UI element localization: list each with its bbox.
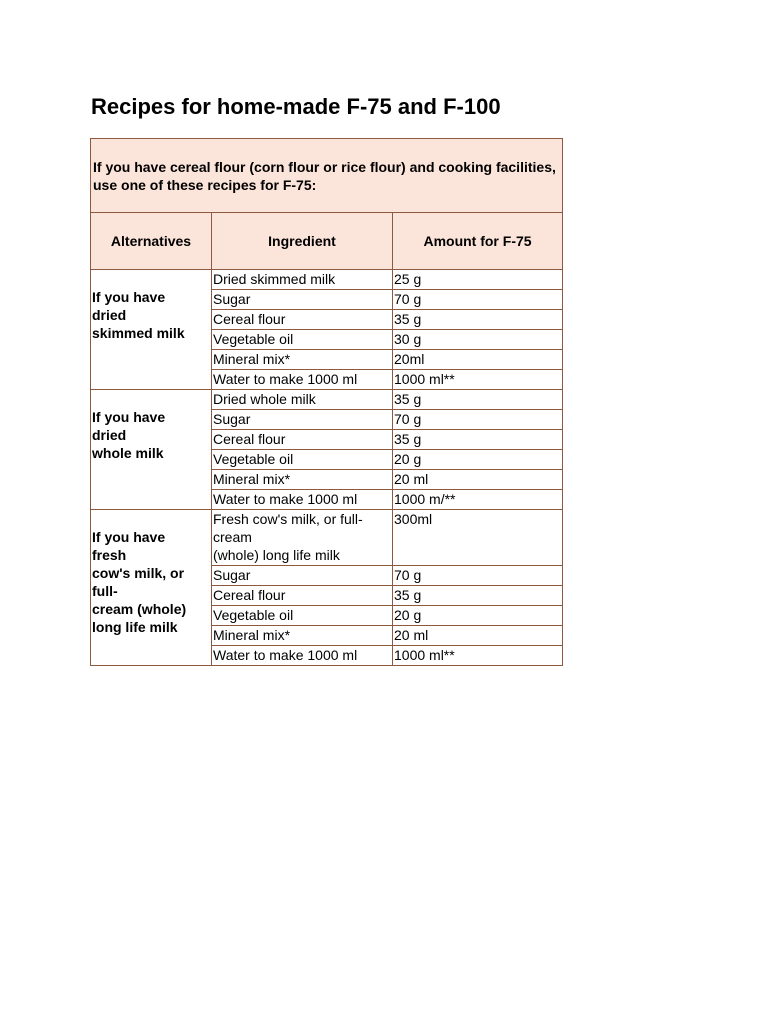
alternative-line: If you have bbox=[92, 289, 166, 305]
ingredient-cell: Mineral mix* bbox=[212, 350, 393, 370]
ingredient-cell: Dried whole milk bbox=[212, 390, 393, 410]
column-header-amount: Amount for F-75 bbox=[393, 213, 563, 270]
alternative-line: dried bbox=[92, 427, 127, 443]
amount-cell: 20 g bbox=[393, 450, 563, 470]
ingredient-cell: Cereal flour bbox=[212, 586, 393, 606]
amount-cell: 20 ml bbox=[393, 470, 563, 490]
amount-cell: 20ml bbox=[393, 350, 563, 370]
column-header-alternatives: Alternatives bbox=[91, 213, 212, 270]
amount-cell: 20 ml bbox=[393, 626, 563, 646]
amount-cell: 35 g bbox=[393, 586, 563, 606]
table-intro: If you have cereal flour (corn flour or rice flour) and cooking facilities, use one of these recipes for F-75: bbox=[91, 139, 563, 213]
amount-cell: 300ml bbox=[393, 510, 563, 566]
alternative-line: full- bbox=[92, 583, 118, 599]
alternative-line: dried bbox=[92, 307, 127, 323]
ingredient-cell: Vegetable oil bbox=[212, 330, 393, 350]
table-row bbox=[91, 270, 563, 290]
ingredient-cell: Water to make 1000 ml bbox=[212, 646, 393, 666]
amount-cell: 35 g bbox=[393, 430, 563, 450]
ingredient-cell: Mineral mix* bbox=[212, 626, 393, 646]
ingredient-cell: Sugar bbox=[212, 410, 393, 430]
ingredient-cell: Sugar bbox=[212, 566, 393, 586]
ingredient-line: cream bbox=[213, 529, 252, 545]
amount-cell: 70 g bbox=[393, 410, 563, 430]
ingredient-cell: Cereal flour bbox=[212, 310, 393, 330]
amount-cell: 70 g bbox=[393, 566, 563, 586]
ingredient-cell: Water to make 1000 ml bbox=[212, 490, 393, 510]
alternative-line: If you have bbox=[92, 529, 166, 545]
amount-cell: 1000 ml** bbox=[393, 646, 563, 666]
f75-recipe-table bbox=[90, 138, 563, 666]
alternative-line: cow's milk, or bbox=[92, 565, 185, 581]
ingredient-cell: Vegetable oil bbox=[212, 606, 393, 626]
alternative-dried-whole-milk bbox=[91, 390, 212, 510]
table-row bbox=[91, 390, 563, 410]
amount-cell: 35 g bbox=[393, 310, 563, 330]
amount-cell: 20 g bbox=[393, 606, 563, 626]
alternative-line: long life milk bbox=[92, 619, 178, 635]
ingredient-line: Fresh cow's milk, or full- bbox=[213, 511, 363, 527]
amount-cell: 70 g bbox=[393, 290, 563, 310]
alternative-line: whole milk bbox=[92, 445, 164, 461]
amount-cell: 25 g bbox=[393, 270, 563, 290]
amount-cell: 30 g bbox=[393, 330, 563, 350]
alternative-line: If you have bbox=[92, 409, 166, 425]
ingredient-line: (whole) long life milk bbox=[213, 547, 340, 563]
table-row bbox=[91, 510, 563, 566]
ingredient-cell: Mineral mix* bbox=[212, 470, 393, 490]
ingredient-cell: Sugar bbox=[212, 290, 393, 310]
page-title: Recipes for home-made F-75 and F-100 bbox=[91, 94, 501, 119]
alternative-line: fresh bbox=[92, 547, 127, 563]
amount-cell: 1000 ml** bbox=[393, 370, 563, 390]
ingredient-cell: Cereal flour bbox=[212, 430, 393, 450]
ingredient-cell: Vegetable oil bbox=[212, 450, 393, 470]
ingredient-cell: Water to make 1000 ml bbox=[212, 370, 393, 390]
alternative-dried-skimmed-milk bbox=[91, 270, 212, 390]
alternative-fresh-cows-milk bbox=[91, 510, 212, 666]
alternative-line: skimmed milk bbox=[92, 325, 185, 341]
amount-cell: 1000 m/** bbox=[393, 490, 563, 510]
amount-cell: 35 g bbox=[393, 390, 563, 410]
ingredient-cell: Dried skimmed milk bbox=[212, 270, 393, 290]
alternative-line: cream (whole) bbox=[92, 601, 187, 617]
ingredient-cell bbox=[212, 510, 393, 566]
column-header-ingredient: Ingredient bbox=[212, 213, 393, 270]
